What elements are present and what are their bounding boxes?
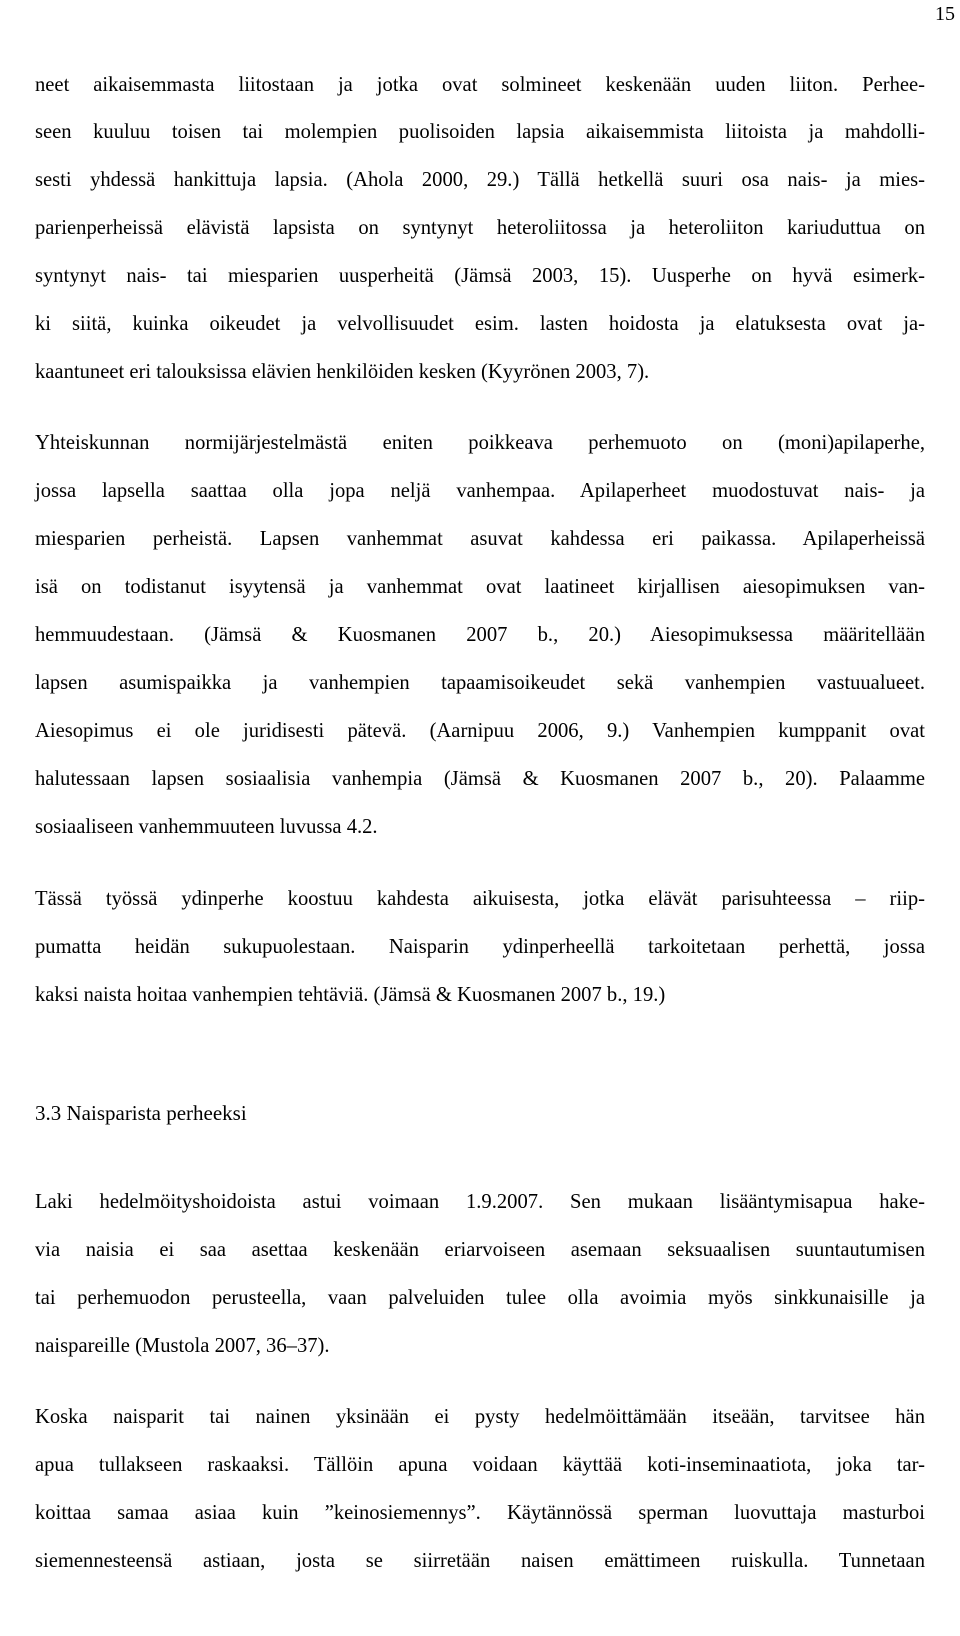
text-line: syntynyt nais- tai miesparien uusperheitä (Jämsä 2003, 15). Uusperhe on hyvä esimerk- (35, 265, 925, 287)
text-line: apua tullakseen raskaaksi. Tällöin apuna voidaan käyttää koti-inseminaatiota, joka tar- (35, 1454, 925, 1476)
text-line: naispareille (Mustola 2007, 36–37). (35, 1335, 330, 1357)
text-line: Koska naisparit tai nainen yksinään ei pysty hedelmöittämään itseään, tarvitsee hän (35, 1406, 925, 1428)
text-line: koittaa samaa asiaa kuin ”keinosiemennys”. Käytännössä sperman luovuttaja masturboi (35, 1502, 925, 1524)
text-line: isä on todistanut isyytensä ja vanhemmat ovat laatineet kirjallisen aiesopimuksen van- (35, 576, 925, 598)
text-line: lapsen asumispaikka ja vanhempien tapaamisoikeudet sekä vanhempien vastuualueet. (35, 672, 925, 694)
text-line: Laki hedelmöityshoidoista astui voimaan 1.9.2007. Sen mukaan lisääntymisapua hake- (35, 1191, 925, 1213)
text-line: pumatta heidän sukupuolestaan. Naisparin ydinperheellä tarkoitetaan perhettä, jossa (35, 936, 925, 958)
text-line: neet aikaisemmasta liitostaan ja jotka ovat solmineet keskenään uuden liiton. Perhee- (35, 74, 925, 96)
text-line: jossa lapsella saattaa olla jopa neljä vanhempaa. Apilaperheet muodostuvat nais- ja (35, 480, 925, 502)
text-line: hemmuudestaan. (Jämsä & Kuosmanen 2007 b., 20.) Aiesopimuksessa määritellään (35, 624, 925, 646)
text-line: kaksi naista hoitaa vanhempien tehtäviä. (Jämsä & Kuosmanen 2007 b., 19.) (35, 984, 666, 1006)
text-line: miesparien perheistä. Lapsen vanhemmat asuvat kahdessa eri paikassa. Apilaperheissä (35, 528, 925, 550)
text-line: siemennesteensä astiaan, josta se siirretään naisen emättimeen ruiskulla. Tunnetaan (35, 1550, 925, 1572)
text-line: via naisia ei saa asettaa keskenään eriarvoiseen asemaan seksuaalisen suuntautumisen (35, 1239, 925, 1261)
text-line: kaantuneet eri talouksissa elävien henkilöiden kesken (Kyyrönen 2003, 7). (35, 361, 650, 383)
text-line: Tässä työssä ydinperhe koostuu kahdesta aikuisesta, jotka elävät parisuhteessa – riip- (35, 888, 925, 910)
text-line: halutessaan lapsen sosiaalisia vanhempia (Jämsä & Kuosmanen 2007 b., 20). Palaamme (35, 768, 925, 790)
text-line: Aiesopimus ei ole juridisesti pätevä. (Aarnipuu 2006, 9.) Vanhempien kumppanit ovat (35, 720, 925, 742)
text-line: seen kuuluu toisen tai molempien puolisoiden lapsia aikaisemmista liitoista ja mahdolli- (35, 121, 925, 143)
text-line: sesti yhdessä hankittuja lapsia. (Ahola 2000, 29.) Tällä hetkellä suuri osa nais- ja mies- (35, 169, 925, 191)
text-line: ki siitä, kuinka oikeudet ja velvollisuudet esim. lasten hoidosta ja elatuksesta ovat ja- (35, 313, 925, 335)
text-line: tai perhemuodon perusteella, vaan palveluiden tulee olla avoimia myös sinkkunaisille ja (35, 1287, 925, 1309)
section-heading: 3.3 Naisparista perheeksi (35, 1101, 247, 1125)
text-line: parienperheissä elävistä lapsista on syntynyt heteroliitossa ja heteroliiton kariuduttua on (35, 217, 925, 239)
page-number: 15 (935, 3, 955, 25)
text-line: Yhteiskunnan normijärjestelmästä eniten poikkeava perhemuoto on (moni)apilaperhe, (35, 432, 925, 454)
text-line: sosiaaliseen vanhemmuuteen luvussa 4.2. (35, 816, 378, 838)
